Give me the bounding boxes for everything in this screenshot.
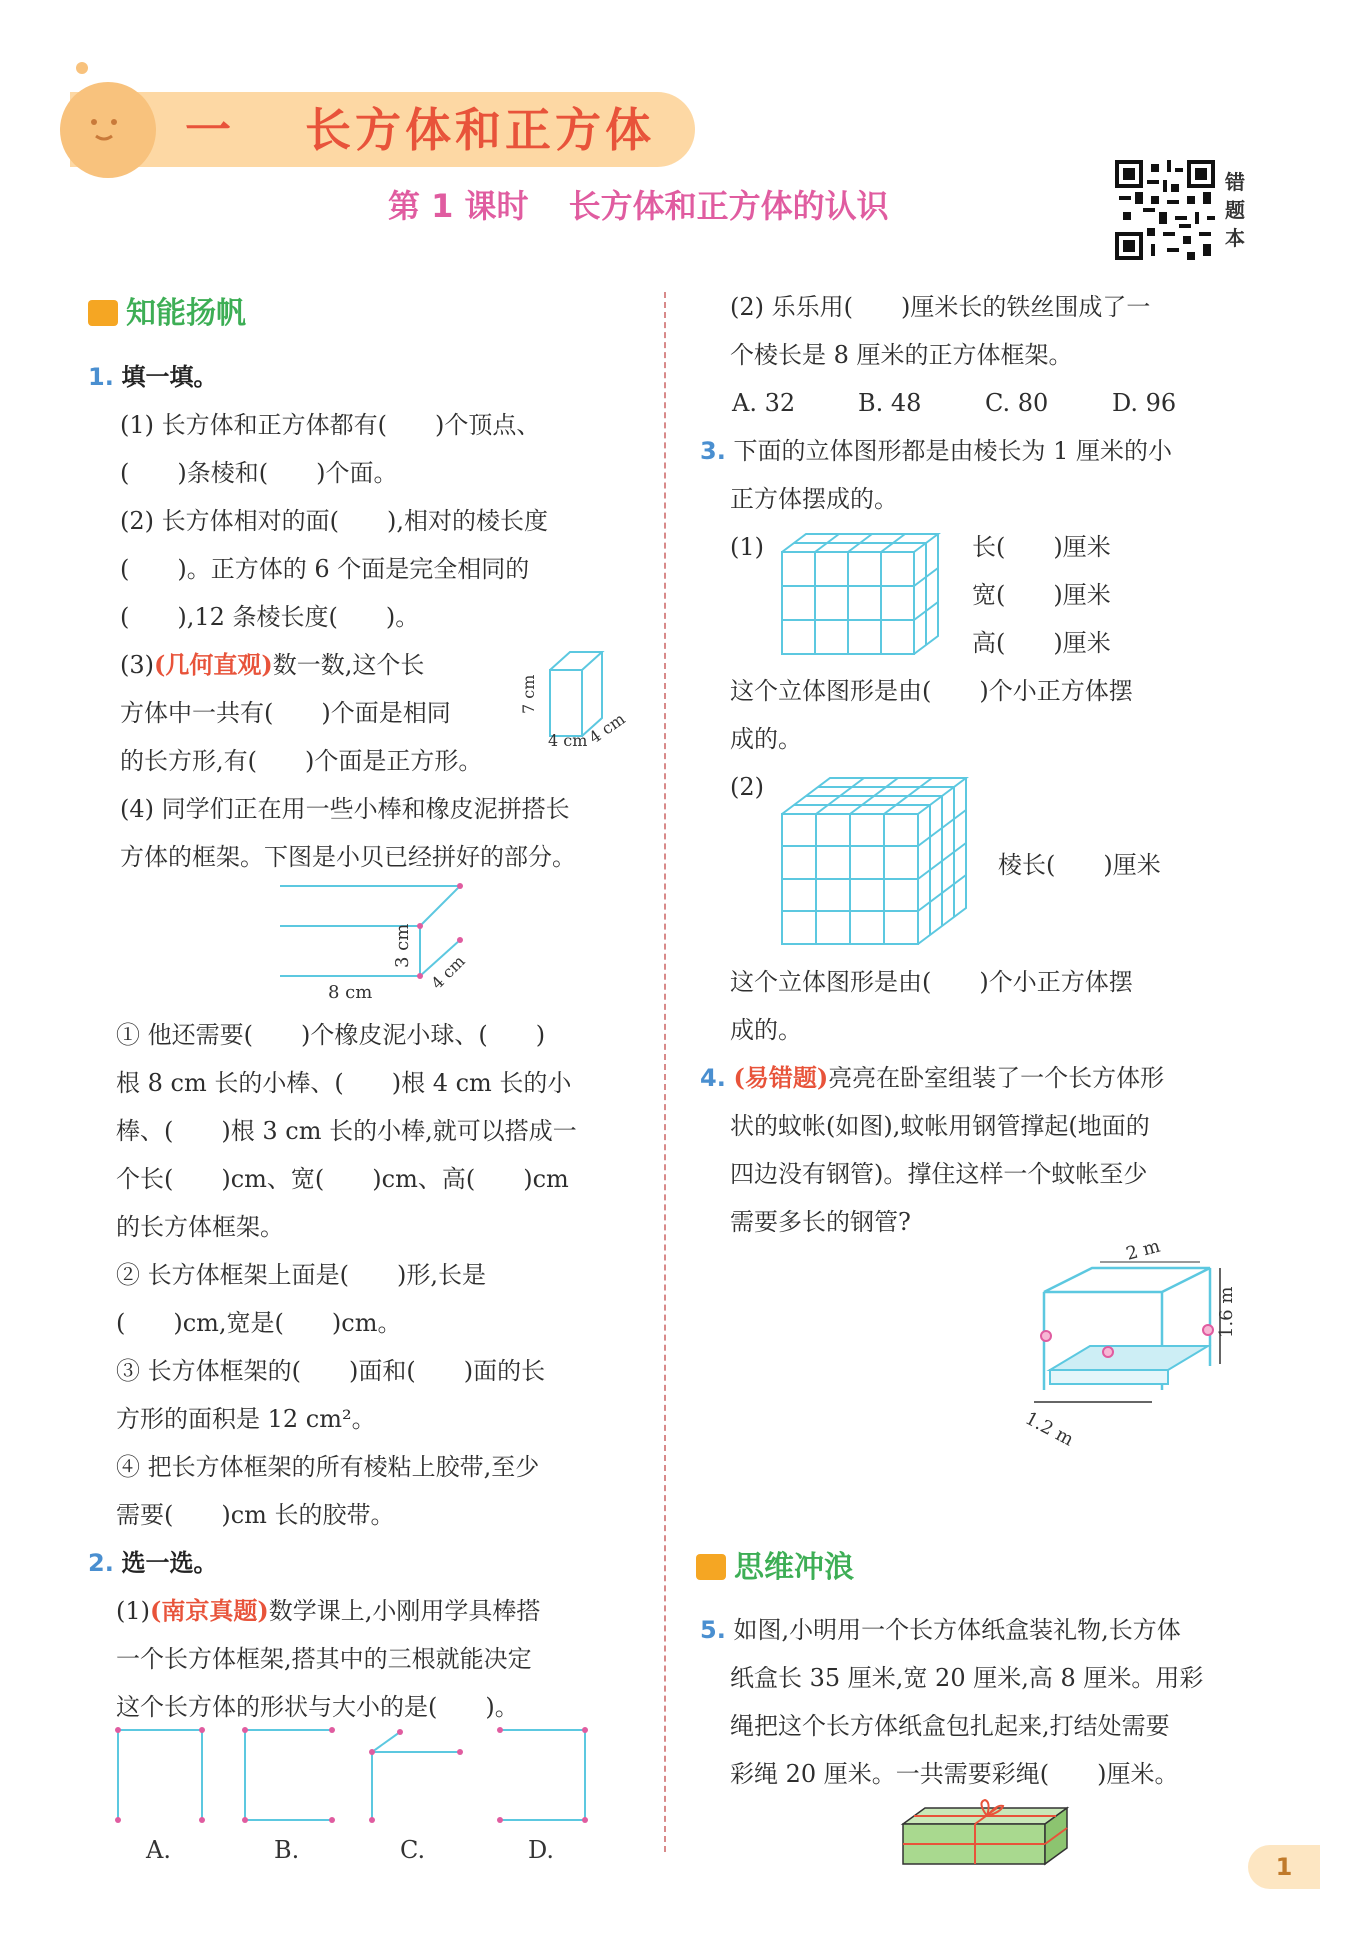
- q3-part2-after: 成的。: [730, 1016, 802, 1044]
- q2-part2-line: (2) 乐乐用( )厘米长的铁丝围成了一: [730, 293, 1151, 321]
- frame-depth-label: 4 cm: [427, 951, 469, 993]
- q1-sub-line: ③ 长方体框架的( )面和( )面的长: [116, 1357, 546, 1385]
- q1-line: (2) 长方体相对的面( ),相对的棱长度: [120, 507, 548, 535]
- q5-line: 纸盒长 35 厘米,宽 20 厘米,高 8 厘米。用彩: [730, 1664, 1204, 1692]
- q1-line: ( ),12 条棱长度( )。: [120, 603, 420, 631]
- q3-edge-line: 棱长( )厘米: [998, 851, 1161, 879]
- q2-part1-line: 一个长方体框架,搭其中的三根就能决定: [116, 1645, 532, 1673]
- q5-line: 彩绳 20 厘米。一共需要彩绳( )厘米。: [730, 1760, 1179, 1788]
- q1-sub-line: ( )cm,宽是( )cm。: [116, 1309, 402, 1337]
- q3-line: 正方体摆成的。: [730, 485, 898, 513]
- q4-line: 状的蚊帐(如图),蚊帐用钢管撑起(地面的: [730, 1112, 1150, 1140]
- section-flag-icon: [88, 300, 118, 326]
- q2-choice-a[interactable]: A. 32: [732, 389, 796, 417]
- lesson-label: 第 1 课时: [388, 187, 529, 225]
- option-c-label: C.: [400, 1836, 426, 1864]
- q1-sub-line: ② 长方体框架上面是( )形,长是: [116, 1261, 486, 1289]
- cuboid-diagram: [520, 640, 640, 750]
- q1-sub-line: 棒、( )根 3 cm 长的小棒,就可以搭成一: [116, 1117, 577, 1145]
- mascot-antenna: [76, 62, 88, 74]
- q1-sub-line: 的长方体框架。: [116, 1213, 284, 1241]
- q3-part2-after: 这个立体图形是由( )个小正方体摆: [730, 968, 1133, 996]
- q1-sub-line: 根 8 cm 长的小棒、( )根 4 cm 长的小: [116, 1069, 572, 1097]
- q2-part2-line: 个棱长是 8 厘米的正方体框架。: [730, 341, 1073, 369]
- q4-line: 需要多长的钢管?: [730, 1208, 911, 1236]
- section-title-1: 知能扬帆: [126, 296, 246, 331]
- option-a-label: A.: [146, 1836, 171, 1864]
- section-title-2: 思维冲浪: [734, 1550, 854, 1585]
- q3-height-line: 高( )厘米: [972, 629, 1111, 657]
- q2-choice-b[interactable]: B. 48: [858, 389, 922, 417]
- q3-width-line: 宽( )厘米: [972, 581, 1111, 609]
- canopy-bed-diagram: [1020, 1235, 1260, 1451]
- lesson-title-text: 长方体和正方体的认识: [568, 187, 889, 225]
- q1-line: ( )。正方体的 6 个面是完全相同的: [120, 555, 530, 583]
- unit-title: [185, 94, 655, 166]
- q2-part1-line: (1)(南京真题)数学课上,小刚用学具棒搭: [116, 1596, 541, 1625]
- q1-heading: 1. 填一填。: [88, 363, 218, 391]
- q2-choice-d[interactable]: D. 96: [1112, 389, 1177, 417]
- q2-part1-line: 这个长方体的形状与大小的是( )。: [116, 1693, 519, 1721]
- q3-line: 3. 下面的立体图形都是由棱长为 1 厘米的小: [700, 437, 1172, 465]
- q2-choice-c[interactable]: C. 80: [985, 389, 1049, 417]
- option-b-label: B.: [274, 1836, 300, 1864]
- q3-part2-label: (2): [730, 773, 764, 801]
- page-number: 1: [1248, 1845, 1320, 1889]
- cuboid-cubes-1: [770, 530, 960, 660]
- q1-part3-line: 方体中一共有( )个面是相同: [120, 699, 451, 727]
- q1-sub-line: ① 他还需要( )个橡皮泥小球、( ): [116, 1021, 546, 1049]
- q1-sub-line: 需要( )cm 长的胶带。: [116, 1501, 395, 1529]
- unit-title-text: 长方体和正方体: [305, 103, 655, 157]
- q4-line: 4. (易错题)亮亮在卧室组装了一个长方体形: [700, 1063, 1165, 1092]
- q2-options-diagram: [110, 1720, 610, 1870]
- q5-line: 绳把这个长方体纸盒包扎起来,打结处需要: [730, 1712, 1170, 1740]
- q3-part1-after: 这个立体图形是由( )个小正方体摆: [730, 677, 1133, 705]
- q3-length-line: 长( )厘米: [972, 533, 1111, 561]
- cuboid-width-label: 4 cm: [548, 731, 588, 750]
- q5-line: 5. 如图,小明用一个长方体纸盒装礼物,长方体: [700, 1616, 1181, 1644]
- q1-sub-line: 方形的面积是 12 cm²。: [116, 1405, 376, 1433]
- unit-number: 一: [185, 103, 235, 157]
- q3-part1-after: 成的。: [730, 725, 802, 753]
- q1-sub-line: ④ 把长方体框架的所有棱粘上胶带,至少: [116, 1453, 540, 1481]
- bed-length-label: 2 m: [1123, 1235, 1163, 1265]
- option-d-label: D.: [528, 1836, 555, 1864]
- gift-box-diagram: [895, 1798, 1075, 1870]
- q2-heading: 2. 选一选。: [88, 1549, 218, 1577]
- q1-part3-line: 的长方形,有( )个面是正方形。: [120, 747, 483, 775]
- bed-width-label: 1.2 m: [1021, 1407, 1077, 1451]
- column-divider: [664, 292, 666, 1852]
- q1-sub-line: 个长( )cm、宽( )cm、高( )cm: [116, 1165, 569, 1193]
- q1-line: ( )条棱和( )个面。: [120, 459, 398, 487]
- q1-line: (1) 长方体和正方体都有( )个顶点、: [120, 411, 541, 439]
- section-wave-icon: [696, 1554, 726, 1580]
- bed-height-label: 1.6 m: [1216, 1286, 1237, 1338]
- partial-frame-diagram: [270, 880, 490, 1010]
- q1-part4-line: (4) 同学们正在用一些小棒和橡皮泥拼搭长: [120, 795, 570, 823]
- error-book-label: 错 题 本: [1225, 170, 1245, 250]
- q1-part4-line: 方体的框架。下图是小贝已经拼好的部分。: [120, 843, 576, 871]
- q4-line: 四边没有钢管)。撑住这样一个蚊帐至少: [730, 1160, 1148, 1188]
- lesson-title: [388, 178, 889, 234]
- sun-mascot-icon: [60, 82, 156, 178]
- frame-length-label: 8 cm: [328, 982, 373, 1003]
- cuboid-height-label: 7 cm: [519, 674, 538, 714]
- cube-cubes-2: [770, 770, 980, 950]
- cuboid-depth-label: 4 cm: [585, 709, 629, 748]
- frame-height-label: 3 cm: [392, 923, 413, 968]
- q1-part3-line: (3)(几何直观)数一数,这个长: [120, 650, 425, 679]
- q3-part1-label: (1): [730, 533, 764, 561]
- qr-code-icon[interactable]: [1115, 160, 1215, 260]
